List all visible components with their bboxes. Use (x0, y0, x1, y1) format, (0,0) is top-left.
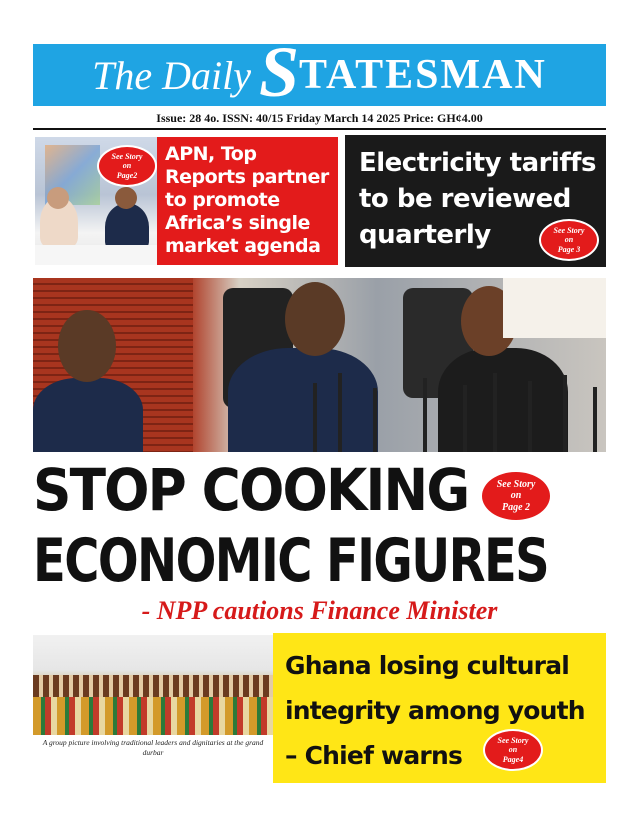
press-conference-photo (33, 278, 606, 452)
badge-line: on (564, 235, 574, 245)
story-headline: Electricity tariffs to be reviewed quarterly (359, 148, 596, 250)
microphones (293, 373, 606, 452)
headline-line: – Chief warns (285, 741, 463, 770)
see-story-badge[interactable] (539, 219, 599, 261)
lead-subheadline: - NPP cautions Finance Minister (141, 596, 498, 625)
issue-info-line: Issue: 28 4o. ISSN: 40/15 Friday March 14 2025 Price: GH¢4.00 (33, 108, 606, 130)
badge-line: on (510, 490, 522, 502)
story-electricity-tariffs[interactable] (345, 135, 606, 267)
story-apn-top-reports[interactable] (33, 135, 340, 267)
badge-line: See Story (111, 152, 143, 162)
badge-line: Page 3 (557, 244, 581, 254)
durbar-group-photo (33, 635, 273, 735)
badge-line: Page2 (116, 170, 138, 180)
headline-line: Ghana losing cultural (285, 651, 570, 680)
masthead-big-s: S (259, 32, 300, 112)
story-headline (285, 643, 601, 778)
badge-line: Page 2 (501, 501, 531, 513)
see-story-badge[interactable] (483, 729, 543, 771)
story-headline: APN, Top Reports partner to promote Africa’s single market agenda (165, 143, 329, 257)
masthead (33, 32, 606, 112)
badge-line: Page4 (502, 754, 524, 764)
story-ghana-cultural-integrity[interactable] (273, 633, 606, 783)
headline-line: integrity among youth (285, 696, 585, 725)
lead-headline-line2: ECONOMIC FIGURES (33, 526, 549, 596)
masthead-the-daily: The Daily (92, 52, 251, 98)
badge-line: on (122, 161, 132, 171)
lead-headline-line1: STOP COOKING (33, 456, 469, 524)
badge-line: See Story (497, 736, 529, 746)
masthead-statesman: TATESMAN (299, 52, 547, 98)
badge-line: See Story (553, 226, 585, 236)
badge-line: on (508, 745, 518, 755)
see-story-badge[interactable] (480, 470, 552, 522)
badge-line: See Story (496, 478, 536, 490)
see-story-badge[interactable] (97, 145, 157, 187)
photo-caption: A group picture involving traditional leaders and dignitaries at the grand durbar (42, 738, 264, 757)
